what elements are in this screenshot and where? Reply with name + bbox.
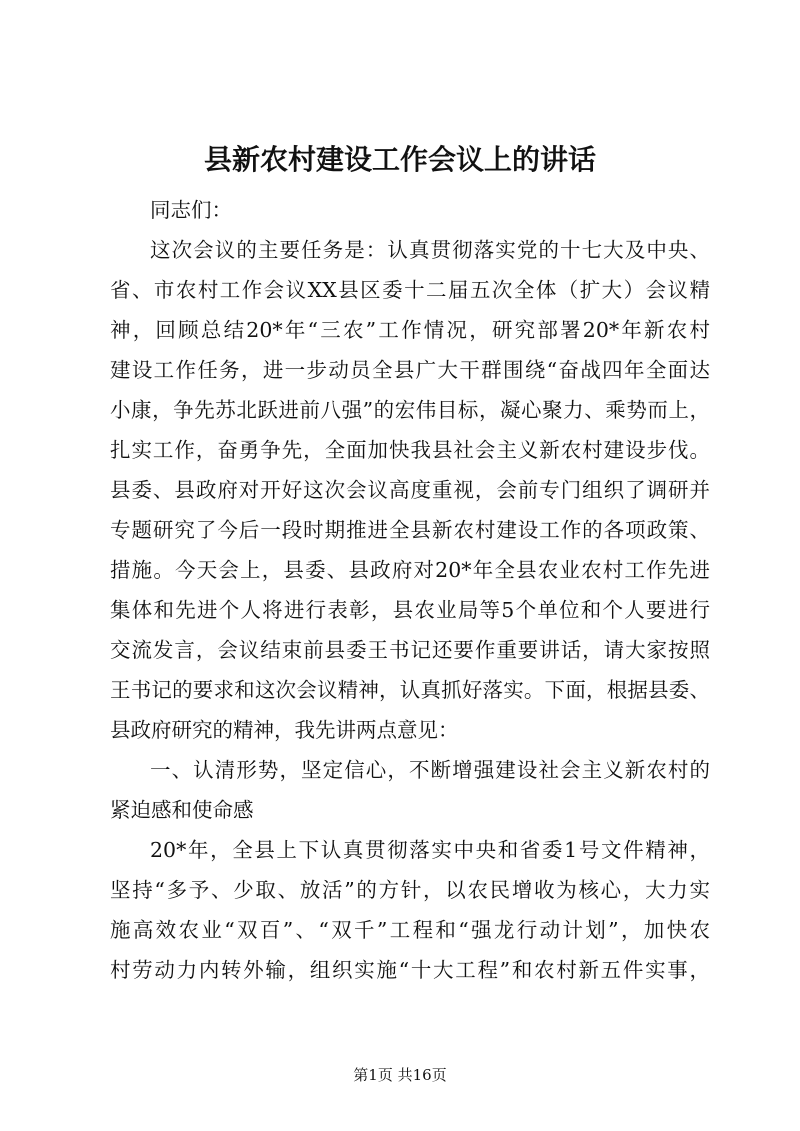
section-heading: 紧迫感和使命感 <box>110 798 254 822</box>
paragraph-line: 扎实工作，奋勇争先，全面加快我县社会主义新农村建设步伐。 <box>110 438 710 462</box>
paragraph-line: 集体和先进个人将进行表彰，县农业局等5个单位和个人要进行 <box>110 598 710 622</box>
page-number-footer: 第1页 共16页 <box>353 1066 447 1084</box>
paragraph-line: 施高效农业“双百”、“双千”工程和“强龙行动计划”，加快农 <box>110 918 710 942</box>
section-heading: 一、认清形势，坚定信心，不断增强建设社会主义新农村的 <box>150 758 710 782</box>
paragraph-line: 县政府研究的精神，我先讲两点意见： <box>110 718 459 742</box>
paragraph-line: 建设工作任务，进一步动员全县广大干群围绕“奋战四年全面达 <box>110 358 710 382</box>
paragraph-line: 措施。今天会上，县委、县政府对20*年全县农业农村工作先进 <box>110 558 710 582</box>
paragraph-line: 神，回顾总结20*年“三农”工作情况，研究部署20*年新农村 <box>110 318 710 342</box>
paragraph-line: 王书记的要求和这次会议精神，认真抓好落实。下面，根据县委、 <box>110 678 710 702</box>
paragraph-line: 专题研究了今后一段时期推进全县新农村建设工作的各项政策、 <box>110 518 710 542</box>
paragraph-line: 这次会议的主要任务是：认真贯彻落实党的十七大及中央、 <box>150 238 710 262</box>
salutation: 同志们： <box>150 198 232 222</box>
paragraph-line: 交流发言，会议结束前县委王书记还要作重要讲话，请大家按照 <box>110 638 710 662</box>
paragraph-line: 坚持“多予、少取、放活”的方针，以农民增收为核心，大力实 <box>110 878 710 902</box>
paragraph-line: 省、市农村工作会议XX县区委十二届五次全体（扩大）会议精 <box>110 278 710 302</box>
paragraph-line: 村劳动力内转外输，组织实施“十大工程”和农村新五件实事， <box>110 958 710 982</box>
paragraph-line: 小康，争先苏北跃进前八强”的宏伟目标，凝心聚力、乘势而上， <box>110 398 710 422</box>
paragraph-line: 20*年，全县上下认真贯彻落实中央和省委1号文件精神， <box>150 838 710 862</box>
paragraph-line: 县委、县政府对开好这次会议高度重视，会前专门组织了调研并 <box>110 478 710 502</box>
document-title: 县新农村建设工作会议上的讲话 <box>203 143 596 176</box>
